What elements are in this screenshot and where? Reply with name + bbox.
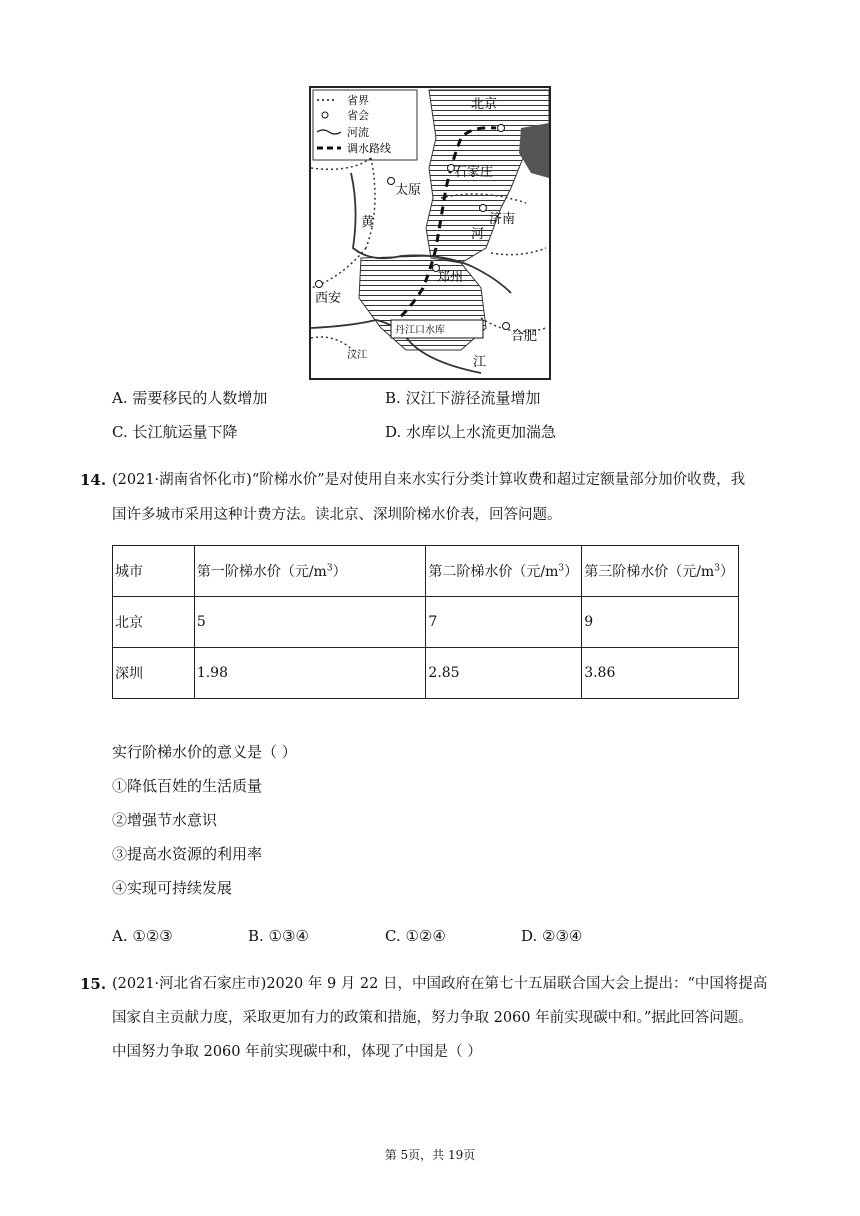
q14-item-4: ④实现可持续发展 [112, 879, 233, 897]
label-beijing: 北京 [471, 97, 498, 112]
q14-option-c: C. ①②④ [385, 927, 446, 945]
table-cell: 2.85 [426, 648, 582, 699]
q14-stem-line2: 国许多城市采用这种计费方法。读北京、深圳阶梯水价表，回答问题。 [112, 507, 562, 523]
label-shijiazhuang: 石家庄 [454, 165, 494, 180]
water-price-table [112, 545, 739, 699]
table-cell: 深圳 [113, 648, 195, 699]
q15-stem-line3: 中国努力争取 2060 年前实现碳中和，体现了中国是（ ） [112, 1044, 482, 1060]
q13-option-b: B. 汉江下游径流量增加 [385, 389, 541, 407]
capital-beijing [498, 125, 505, 132]
q13-option-c: C. 长江航运量下降 [112, 423, 238, 441]
q15-stem-line1: (2021·河北省石家庄市)2020 年 9 月 22 日，中国政府在第七十五届联合国大会上提出：“中国将提高 [112, 976, 768, 992]
q14-option-d: D. ②③④ [521, 927, 583, 945]
legend-capital-icon [322, 112, 328, 118]
table-header-cell: 第三阶梯水价（元$/m^3$） [582, 546, 739, 597]
q15-number: 15. [80, 975, 107, 993]
table-cell: 北京 [113, 597, 195, 648]
q15-stem-line2: 国家自主贡献力度，采取更加有力的政策和措施，努力争取 2060 年前实现碳中和。”据此回答问题。 [112, 1010, 753, 1026]
label-hanjiang: 汉江 [347, 350, 367, 361]
capital-hefei [503, 323, 510, 330]
label-huang: 黄 [361, 215, 375, 230]
q14-question: 实行阶梯水价的意义是（ ） [112, 743, 297, 761]
label-reservoir: 丹江口水库 [395, 325, 445, 336]
q14-option-b: B. ①③④ [248, 927, 309, 945]
legend-text-0: 省界 [347, 94, 369, 107]
sea-area [519, 123, 549, 178]
table-header-cell: 城市 [113, 546, 195, 597]
q14-number: 14. [80, 471, 107, 489]
q14-stem-line1: (2021·湖南省怀化市)“阶梯水价”是对使用自来水实行分类计算收费和超过定额量部分加价收费，我 [112, 472, 746, 488]
capital-taiyuan [388, 178, 395, 185]
capital-jinan [480, 205, 487, 212]
table-header-cell: 第一阶梯水价（元$/m^3$） [194, 546, 426, 597]
page-footer: 第 5页，共 19页 [384, 1148, 476, 1162]
q14-item-3: ③提高水资源的利用率 [112, 845, 263, 863]
label-he: 河 [471, 227, 485, 242]
legend-text-1: 省会 [347, 109, 369, 122]
label-zhengzhou: 郑州 [437, 270, 464, 285]
q13-option-a: A. 需要移民的人数增加 [112, 389, 268, 407]
table-header-row [113, 546, 739, 597]
label-jinan: 济南 [489, 212, 516, 227]
q13-option-d: D. 水库以上水流更加湍急 [385, 423, 557, 441]
table-cell: 3.86 [582, 648, 739, 699]
label-jiang: 江 [473, 355, 487, 370]
label-xian: 西安 [315, 291, 342, 306]
q14-item-2: ②增强节水意识 [112, 811, 218, 829]
table-cell: 7 [426, 597, 582, 648]
q14-item-1: ①降低百姓的生活质量 [112, 777, 263, 795]
table-cell: 9 [582, 597, 739, 648]
table-cell: 5 [194, 597, 426, 648]
map-drawing [311, 88, 549, 378]
south-north-water-map [309, 86, 551, 380]
label-taiyuan: 太原 [395, 183, 422, 198]
table-cell: 1.98 [194, 648, 426, 699]
capital-xian [316, 281, 323, 288]
legend-text-2: 河流 [347, 126, 369, 139]
table-header-cell: 第二阶梯水价（元$/m^3$） [426, 546, 582, 597]
legend-text-3: 调水路线 [347, 142, 391, 155]
table-row [113, 648, 739, 699]
table-row [113, 597, 739, 648]
label-hefei: 合肥 [511, 329, 538, 344]
q14-option-a: A. ①②③ [112, 927, 173, 945]
